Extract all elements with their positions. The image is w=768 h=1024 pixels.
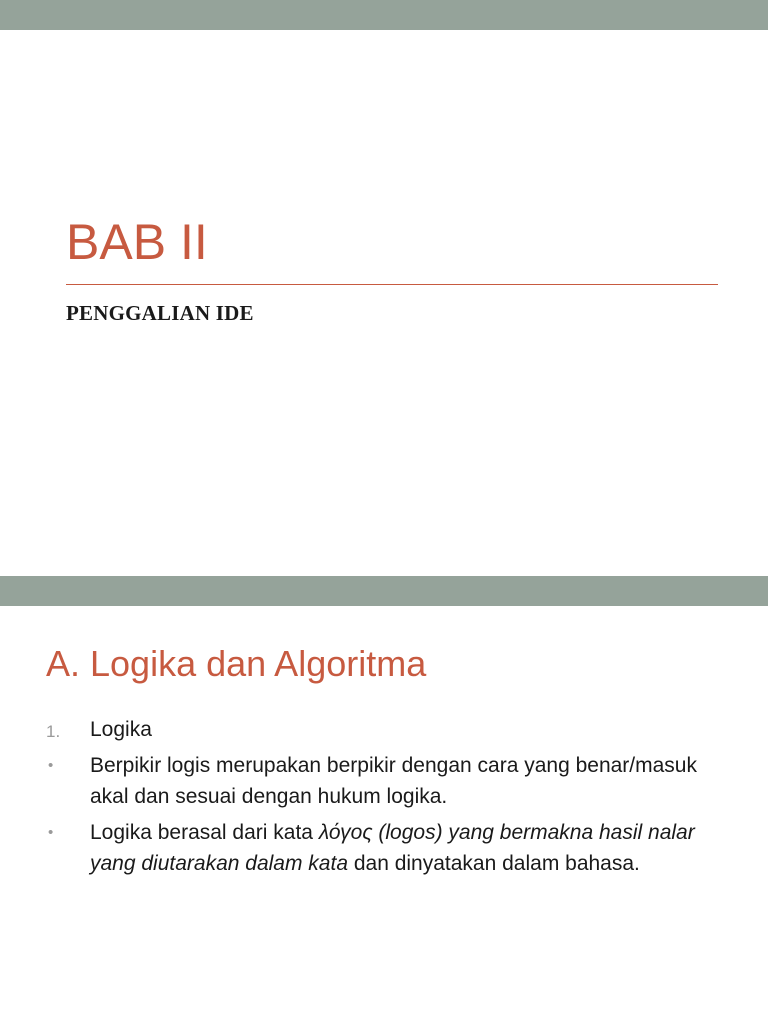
list-item-text-after: dan dinyatakan dalam bahasa. <box>348 852 640 875</box>
bullet-icon: • <box>48 824 54 841</box>
bullet-icon: • <box>48 757 54 774</box>
slide-subtitle: PENGGALIAN IDE <box>66 301 254 325</box>
list-item-text: Logika <box>90 718 152 741</box>
bullet-list <box>46 714 726 884</box>
list-item <box>46 750 726 812</box>
list-item <box>46 714 726 745</box>
slide-separator-bar <box>0 576 768 606</box>
title-divider <box>66 284 718 285</box>
list-item <box>46 817 726 879</box>
section-title: A. Logika dan Algoritma <box>46 643 427 684</box>
top-accent-bar <box>0 0 768 30</box>
slide-title: BAB II <box>66 214 208 270</box>
list-number: 1. <box>46 722 61 741</box>
list-item-text: Berpikir logis merupakan berpikir dengan cara yang benar/masuk akal dan sesuai dengan hukum logika. <box>90 754 697 808</box>
list-item-text-italic: λόγος (logos) yang bermakna hasil nalar yang diutarakan dalam kata <box>90 821 695 875</box>
list-item-text-before: Logika berasal dari kata <box>90 821 319 844</box>
